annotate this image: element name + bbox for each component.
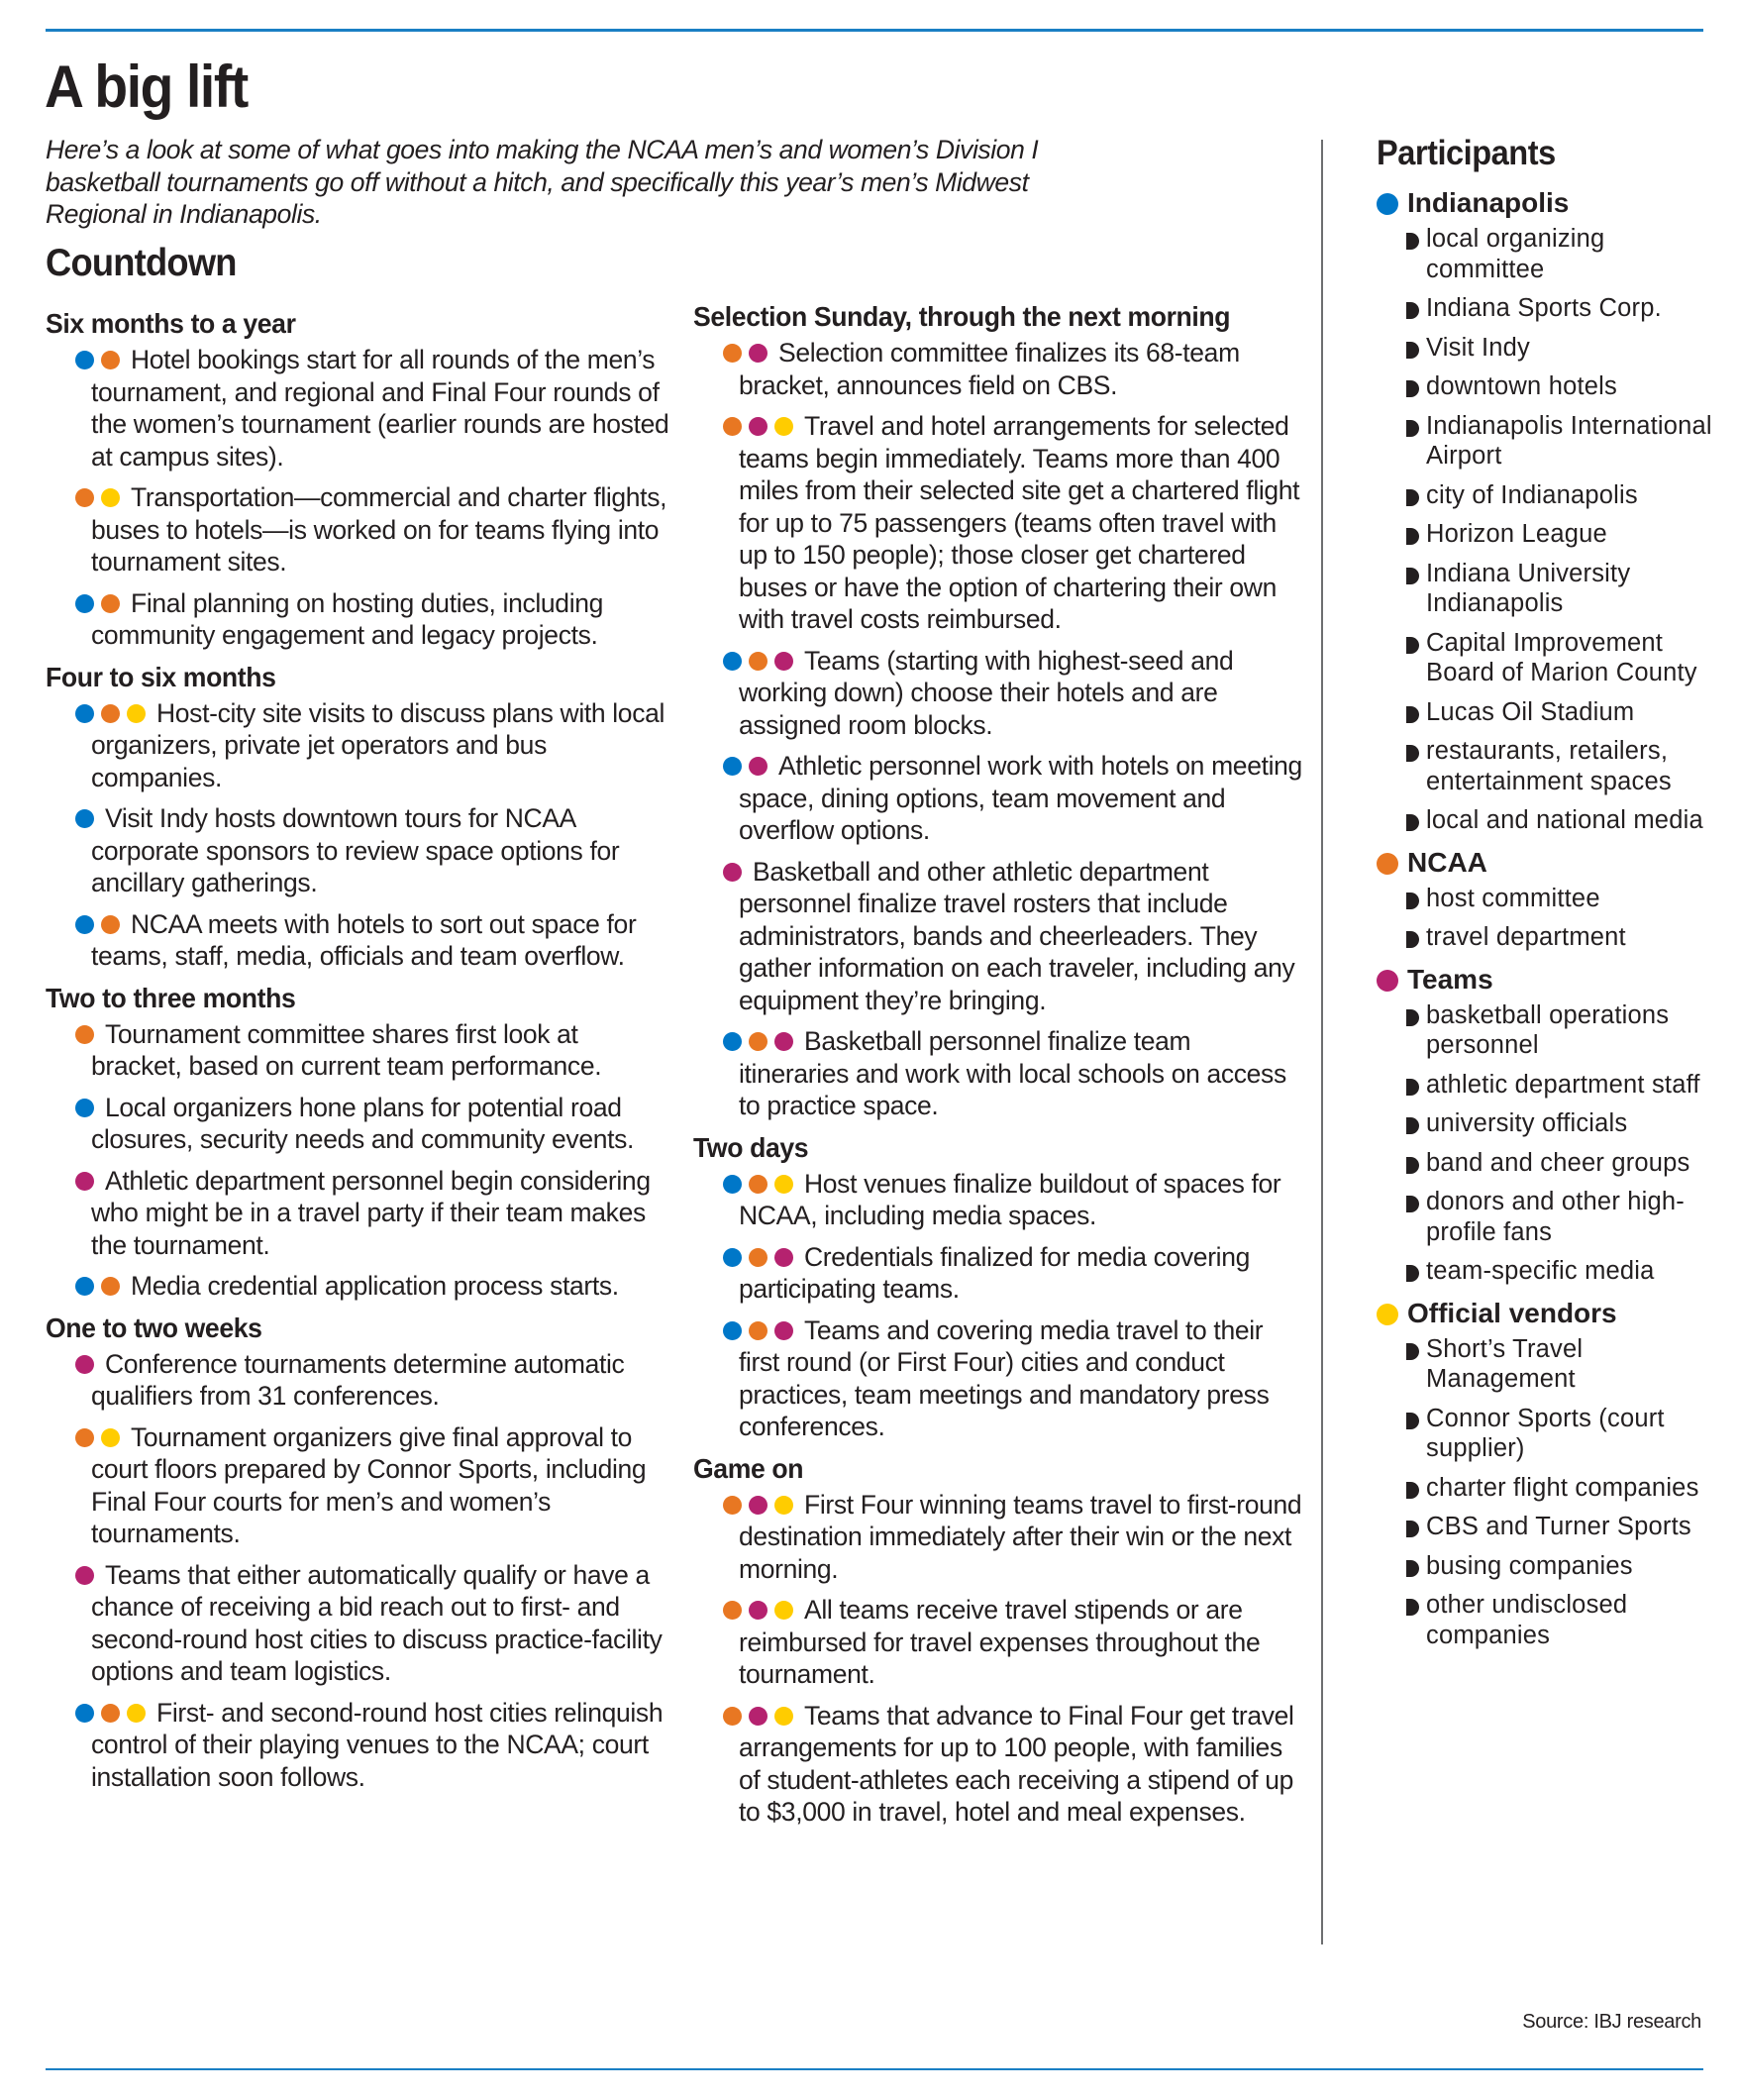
indianapolis-dot-icon	[75, 351, 94, 369]
half-circle-bullet-icon	[1406, 1009, 1419, 1026]
countdown-task	[693, 410, 1307, 636]
participant-member	[1377, 519, 1713, 550]
participant-member	[1377, 1000, 1713, 1061]
countdown-task	[693, 1489, 1307, 1586]
task-text: Final planning on hosting duties, including community engagement and legacy projects.	[91, 587, 604, 650]
countdown-task	[46, 697, 669, 794]
member-name: donors and other high-profile fans	[1426, 1188, 1685, 1246]
vendors-dot-icon	[101, 1428, 120, 1447]
teams-dot-icon	[774, 1248, 793, 1267]
half-circle-bullet-icon	[1406, 1079, 1419, 1096]
half-circle-bullet-icon	[1406, 380, 1419, 397]
column-divider	[1321, 140, 1323, 1944]
half-circle-bullet-icon	[1406, 931, 1419, 948]
participant-dots	[723, 1242, 800, 1272]
member-name: Indiana Sports Corp.	[1426, 294, 1662, 322]
participant-member	[1377, 1070, 1713, 1101]
half-circle-bullet-icon	[1406, 420, 1419, 437]
participant-member	[1377, 224, 1713, 284]
member-name: travel department	[1426, 923, 1626, 951]
member-name: busing companies	[1426, 1551, 1633, 1580]
participant-dots	[75, 588, 127, 618]
countdown-period	[693, 1452, 1307, 1829]
half-circle-bullet-icon	[1406, 342, 1419, 359]
participant-dots	[75, 1166, 101, 1196]
task-text: Host venues finalize buildout of spaces for NCAA, including media spaces.	[739, 1168, 1281, 1230]
ncaa-dot-icon	[749, 1175, 767, 1194]
indianapolis-dot-icon	[75, 915, 94, 934]
ncaa-dot-icon	[723, 1496, 742, 1515]
participant-dots	[723, 1595, 800, 1625]
participant-member	[1377, 411, 1713, 472]
group-heading	[1377, 1296, 1713, 1331]
indianapolis-dot-icon	[1377, 193, 1398, 215]
countdown-task	[46, 1697, 669, 1794]
task-text: Basketball personnel finalize team itineraries and work with local schools on access to practice space.	[739, 1026, 1286, 1120]
member-name: Capital Improvement Board of Marion County	[1426, 628, 1697, 686]
group-heading	[1377, 185, 1713, 221]
teams-dot-icon	[749, 1601, 767, 1620]
ncaa-dot-icon	[723, 344, 742, 363]
countdown-task	[693, 856, 1307, 1017]
ncaa-dot-icon	[749, 1321, 767, 1340]
group-name: Official vendors	[1407, 1297, 1617, 1328]
member-name: athletic department staff	[1426, 1070, 1700, 1099]
countdown-task	[46, 1559, 669, 1688]
ncaa-dot-icon	[723, 1601, 742, 1620]
task-text: All teams receive travel stipends or are reimbursed for travel expenses throughout the tournament.	[739, 1595, 1261, 1689]
member-name: host committee	[1426, 884, 1600, 912]
teams-dot-icon	[723, 863, 742, 882]
vendors-dot-icon	[774, 1601, 793, 1620]
indianapolis-dot-icon	[75, 1099, 94, 1117]
participant-dots	[75, 1271, 127, 1301]
member-name: Connor Sports (court supplier)	[1426, 1404, 1665, 1462]
ncaa-dot-icon	[75, 488, 94, 507]
teams-dot-icon	[749, 757, 767, 776]
task-text: Athletic personnel work with hotels on meeting space, dining options, team movement and overflow options.	[739, 751, 1302, 845]
participants-panel	[1377, 132, 1713, 1659]
teams-dot-icon	[75, 1172, 94, 1191]
ncaa-dot-icon	[101, 915, 120, 934]
countdown-task	[46, 1421, 669, 1550]
task-text: Conference tournaments determine automatic qualifiers from 31 conferences.	[91, 1348, 625, 1411]
task-text: Tournament organizers give final approval to court floors prepared by Connor Sports, including Final Four courts for men’s and women’s tournaments.	[91, 1421, 647, 1548]
countdown-task	[46, 587, 669, 652]
ncaa-dot-icon	[749, 652, 767, 671]
countdown-period	[46, 661, 669, 973]
vendors-dot-icon	[101, 488, 120, 507]
participant-group-vendors	[1377, 1296, 1713, 1651]
participant-member	[1377, 293, 1713, 324]
countdown-task	[693, 337, 1307, 401]
task-text: Basketball and other athletic department personnel finalize travel rosters that include administrators, bands and cheerleaders. They gather information on each traveler, including any equipment they’re bringing.	[739, 856, 1295, 1015]
participant-member	[1377, 628, 1713, 688]
teams-dot-icon	[749, 344, 767, 363]
ncaa-dot-icon	[749, 1248, 767, 1267]
participant-dots	[75, 1422, 127, 1452]
source-credit: Source: IBJ research	[1522, 2011, 1701, 2033]
indianapolis-dot-icon	[723, 1321, 742, 1340]
participant-dots	[75, 803, 101, 833]
participant-member	[1377, 333, 1713, 364]
participant-member	[1377, 697, 1713, 728]
member-name: other undisclosed companies	[1426, 1591, 1628, 1649]
half-circle-bullet-icon	[1406, 1117, 1419, 1134]
vendors-dot-icon	[774, 1496, 793, 1515]
task-text: Teams and covering media travel to their first round (or First Four) cities and conduct practices, team meetings and mandatory press conferences.	[739, 1314, 1270, 1441]
countdown-task	[46, 1092, 669, 1156]
group-name: Indianapolis	[1407, 187, 1570, 218]
indianapolis-dot-icon	[75, 1277, 94, 1296]
countdown-task	[693, 750, 1307, 847]
countdown-task	[46, 1018, 669, 1083]
vendors-dot-icon	[1377, 1304, 1398, 1325]
teams-dot-icon	[749, 1496, 767, 1515]
participants-heading: Participants	[1377, 134, 1556, 172]
participant-member	[1377, 1551, 1713, 1582]
teams-dot-icon	[749, 1707, 767, 1726]
half-circle-bullet-icon	[1406, 706, 1419, 723]
countdown-task	[693, 1314, 1307, 1443]
half-circle-bullet-icon	[1406, 1157, 1419, 1174]
participant-dots	[723, 857, 749, 887]
task-text: Hotel bookings start for all rounds of the men’s tournament, and regional and Final Four rounds of the women’s tournament (earlier rounds are hosted at campus sites).	[91, 345, 669, 472]
participant-dots	[723, 411, 800, 441]
half-circle-bullet-icon	[1406, 1265, 1419, 1282]
participant-member	[1377, 805, 1713, 836]
participant-dots	[75, 1349, 101, 1379]
participant-member	[1377, 922, 1713, 953]
half-circle-bullet-icon	[1406, 1196, 1419, 1212]
task-text: Selection committee finalizes its 68-team bracket, announces field on CBS.	[739, 338, 1240, 400]
indianapolis-dot-icon	[723, 1032, 742, 1051]
half-circle-bullet-icon	[1406, 1482, 1419, 1499]
member-name: local and national media	[1426, 806, 1703, 834]
task-text: Media credential application process starts.	[131, 1271, 619, 1301]
countdown-task	[46, 344, 669, 472]
countdown-task	[46, 1165, 669, 1262]
participant-dots	[75, 1698, 153, 1728]
member-name: local organizing committee	[1426, 225, 1605, 283]
half-circle-bullet-icon	[1406, 489, 1419, 506]
group-name: Teams	[1407, 963, 1493, 995]
participant-dots	[723, 338, 774, 368]
participant-member	[1377, 1473, 1713, 1504]
participant-group-ncaa	[1377, 845, 1713, 953]
intro-line: Here’s a look at some of what goes into making the NCAA men’s and women’s Division I	[46, 135, 1039, 164]
ncaa-dot-icon	[723, 1707, 742, 1726]
participant-dots	[723, 1701, 800, 1731]
participant-dots	[723, 1169, 800, 1199]
half-circle-bullet-icon	[1406, 1599, 1419, 1616]
group-name: NCAA	[1407, 846, 1487, 878]
countdown-heading: Countdown	[46, 242, 237, 284]
participant-member	[1377, 559, 1713, 619]
half-circle-bullet-icon	[1406, 233, 1419, 250]
member-name: Horizon League	[1426, 520, 1607, 548]
task-text: Visit Indy hosts downtown tours for NCAA corporate sponsors to review space options for ancillary gatherings.	[91, 803, 620, 897]
participant-groups	[1377, 185, 1713, 1650]
member-name: city of Indianapolis	[1426, 480, 1638, 509]
task-text: First- and second-round host cities relinquish control of their playing venues to the NCAA; court installation soon follows.	[91, 1697, 664, 1792]
vendors-dot-icon	[774, 1707, 793, 1726]
half-circle-bullet-icon	[1406, 1413, 1419, 1429]
ncaa-dot-icon	[101, 594, 120, 613]
bottom-rule	[46, 2068, 1703, 2070]
countdown-task	[46, 1348, 669, 1413]
indianapolis-dot-icon	[75, 704, 94, 723]
group-heading	[1377, 962, 1713, 998]
period-heading: Game on	[693, 1452, 804, 1484]
countdown-period	[46, 1312, 669, 1794]
ncaa-dot-icon	[749, 1032, 767, 1051]
participant-member	[1377, 480, 1713, 511]
participant-dots	[75, 345, 127, 374]
member-name: charter flight companies	[1426, 1473, 1699, 1502]
participant-dots	[723, 1490, 800, 1520]
participant-member	[1377, 1187, 1713, 1247]
teams-dot-icon	[75, 1566, 94, 1585]
vendors-dot-icon	[774, 1175, 793, 1194]
vendors-dot-icon	[127, 704, 146, 723]
top-rule	[46, 29, 1703, 32]
half-circle-bullet-icon	[1406, 1343, 1419, 1360]
member-name: Lucas Oil Stadium	[1426, 697, 1635, 726]
half-circle-bullet-icon	[1406, 814, 1419, 831]
participant-member	[1377, 1334, 1713, 1395]
participant-member	[1377, 736, 1713, 796]
participant-member	[1377, 1256, 1713, 1287]
period-heading: Four to six months	[46, 661, 276, 692]
participant-dots	[723, 1315, 800, 1345]
teams-dot-icon	[1377, 970, 1398, 992]
countdown-task	[693, 1025, 1307, 1122]
member-name: Indiana University Indianapolis	[1426, 559, 1631, 617]
countdown-task	[693, 1168, 1307, 1232]
countdown-task	[693, 1700, 1307, 1829]
half-circle-bullet-icon	[1406, 1560, 1419, 1577]
task-text: Athletic department personnel begin considering who might be in a travel party if their team makes the tournament.	[91, 1165, 651, 1260]
half-circle-bullet-icon	[1406, 568, 1419, 584]
countdown-task	[46, 1270, 669, 1303]
half-circle-bullet-icon	[1406, 1521, 1419, 1537]
half-circle-bullet-icon	[1406, 745, 1419, 762]
ncaa-dot-icon	[101, 1704, 120, 1723]
participant-member	[1377, 884, 1713, 914]
task-text: Credentials finalized for media covering participating teams.	[739, 1241, 1250, 1304]
teams-dot-icon	[774, 1321, 793, 1340]
half-circle-bullet-icon	[1406, 302, 1419, 319]
vendors-dot-icon	[127, 1704, 146, 1723]
ncaa-dot-icon	[101, 1277, 120, 1296]
member-name: CBS and Turner Sports	[1426, 1513, 1691, 1540]
half-circle-bullet-icon	[1406, 637, 1419, 654]
ncaa-dot-icon	[101, 351, 120, 369]
participant-dots	[723, 1026, 800, 1056]
page-title: A big lift	[45, 53, 248, 120]
period-heading: One to two weeks	[46, 1312, 262, 1343]
participant-member	[1377, 1108, 1713, 1139]
countdown-column-middle	[693, 300, 1307, 1838]
indianapolis-dot-icon	[723, 1175, 742, 1194]
period-heading: Selection Sunday, through the next morning	[693, 301, 1231, 332]
vendors-dot-icon	[774, 417, 793, 436]
indianapolis-dot-icon	[723, 652, 742, 671]
countdown-task	[46, 802, 669, 899]
group-heading	[1377, 845, 1713, 881]
ncaa-dot-icon	[1377, 853, 1398, 875]
task-text: Host-city site visits to discuss plans with local organizers, private jet operators and bus companies.	[91, 697, 665, 792]
member-name: Short’s Travel Management	[1426, 1334, 1584, 1393]
countdown-period	[46, 307, 669, 652]
participant-dots	[75, 1019, 101, 1049]
indianapolis-dot-icon	[75, 809, 94, 828]
participant-group-teams	[1377, 962, 1713, 1287]
participant-dots	[723, 646, 800, 676]
task-text: Transportation—commercial and charter flights, buses to hotels—is worked on for teams flying into tournament sites.	[91, 482, 667, 577]
half-circle-bullet-icon	[1406, 528, 1419, 545]
task-text: Travel and hotel arrangements for selected teams begin immediately. Teams more than 400 miles from their selected site get a chartered flight for up to 75 passengers (teams often travel with up to 150 people); those closer get chartered buses or have the option of chartering their own with travel costs reimbursed.	[739, 411, 1300, 634]
task-text: Local organizers hone plans for potential road closures, security needs and community events.	[91, 1092, 635, 1154]
task-text: First Four winning teams travel to first-round destination immediately after their win or the next morning.	[739, 1489, 1302, 1584]
participant-dots	[75, 1560, 101, 1590]
participant-member	[1377, 371, 1713, 402]
task-text: Teams (starting with highest-seed and working down) choose their hotels and are assigned room blocks.	[739, 645, 1234, 740]
participant-member	[1377, 1404, 1713, 1464]
ncaa-dot-icon	[723, 417, 742, 436]
ncaa-dot-icon	[75, 1025, 94, 1044]
participant-dots	[75, 482, 127, 512]
participant-group-indianapolis	[1377, 185, 1713, 836]
countdown-column-left	[46, 307, 669, 1802]
member-name: team-specific media	[1426, 1257, 1655, 1285]
member-name: basketball operations personnel	[1426, 1000, 1670, 1059]
indianapolis-dot-icon	[723, 1248, 742, 1267]
task-text: Tournament committee shares first look at bracket, based on current team performance.	[91, 1018, 602, 1081]
ncaa-dot-icon	[75, 1428, 94, 1447]
task-text: Teams that either automatically qualify or have a chance of receiving a bid reach out to first- and second-round host cities to discuss practice-facility options and team logistics.	[91, 1559, 663, 1686]
teams-dot-icon	[774, 652, 793, 671]
countdown-task	[693, 1241, 1307, 1306]
ncaa-dot-icon	[101, 704, 120, 723]
member-name: university officials	[1426, 1109, 1628, 1137]
period-heading: Two to three months	[46, 982, 296, 1013]
indianapolis-dot-icon	[75, 1704, 94, 1723]
period-heading: Two days	[693, 1131, 809, 1163]
participant-dots	[723, 751, 774, 781]
teams-dot-icon	[749, 417, 767, 436]
member-name: band and cheer groups	[1426, 1148, 1690, 1177]
teams-dot-icon	[774, 1032, 793, 1051]
participant-dots	[75, 698, 153, 728]
participant-dots	[75, 1093, 101, 1122]
participant-member	[1377, 1512, 1713, 1542]
countdown-task	[46, 908, 669, 973]
intro-line: Regional in Indianapolis.	[46, 199, 322, 229]
intro-text	[46, 134, 1283, 231]
member-name: downtown hotels	[1426, 372, 1617, 400]
participant-member	[1377, 1148, 1713, 1179]
half-circle-bullet-icon	[1406, 892, 1419, 909]
task-text: Teams that advance to Final Four get travel arrangements for up to 100 people, with families of student-athletes each receiving a stipend of up to $3,000 in travel, hotel and meal expenses.	[739, 1700, 1294, 1827]
task-text: NCAA meets with hotels to sort out space for teams, staff, media, officials and team overflow.	[91, 908, 637, 971]
member-name: Indianapolis International Airport	[1426, 411, 1712, 470]
countdown-period	[46, 982, 669, 1303]
participant-dots	[75, 909, 127, 939]
countdown-task	[46, 481, 669, 578]
intro-line: basketball tournaments go off without a hitch, and specifically this year’s men’s Midwest	[46, 166, 1029, 197]
member-name: restaurants, retailers, entertainment spaces	[1426, 737, 1672, 795]
indianapolis-dot-icon	[75, 594, 94, 613]
indianapolis-dot-icon	[723, 757, 742, 776]
countdown-task	[693, 645, 1307, 742]
countdown-period	[693, 1131, 1307, 1443]
participant-member	[1377, 1590, 1713, 1650]
countdown-period	[693, 300, 1307, 1122]
countdown-task	[693, 1594, 1307, 1691]
teams-dot-icon	[75, 1355, 94, 1374]
member-name: Visit Indy	[1426, 333, 1530, 362]
period-heading: Six months to a year	[46, 308, 296, 339]
